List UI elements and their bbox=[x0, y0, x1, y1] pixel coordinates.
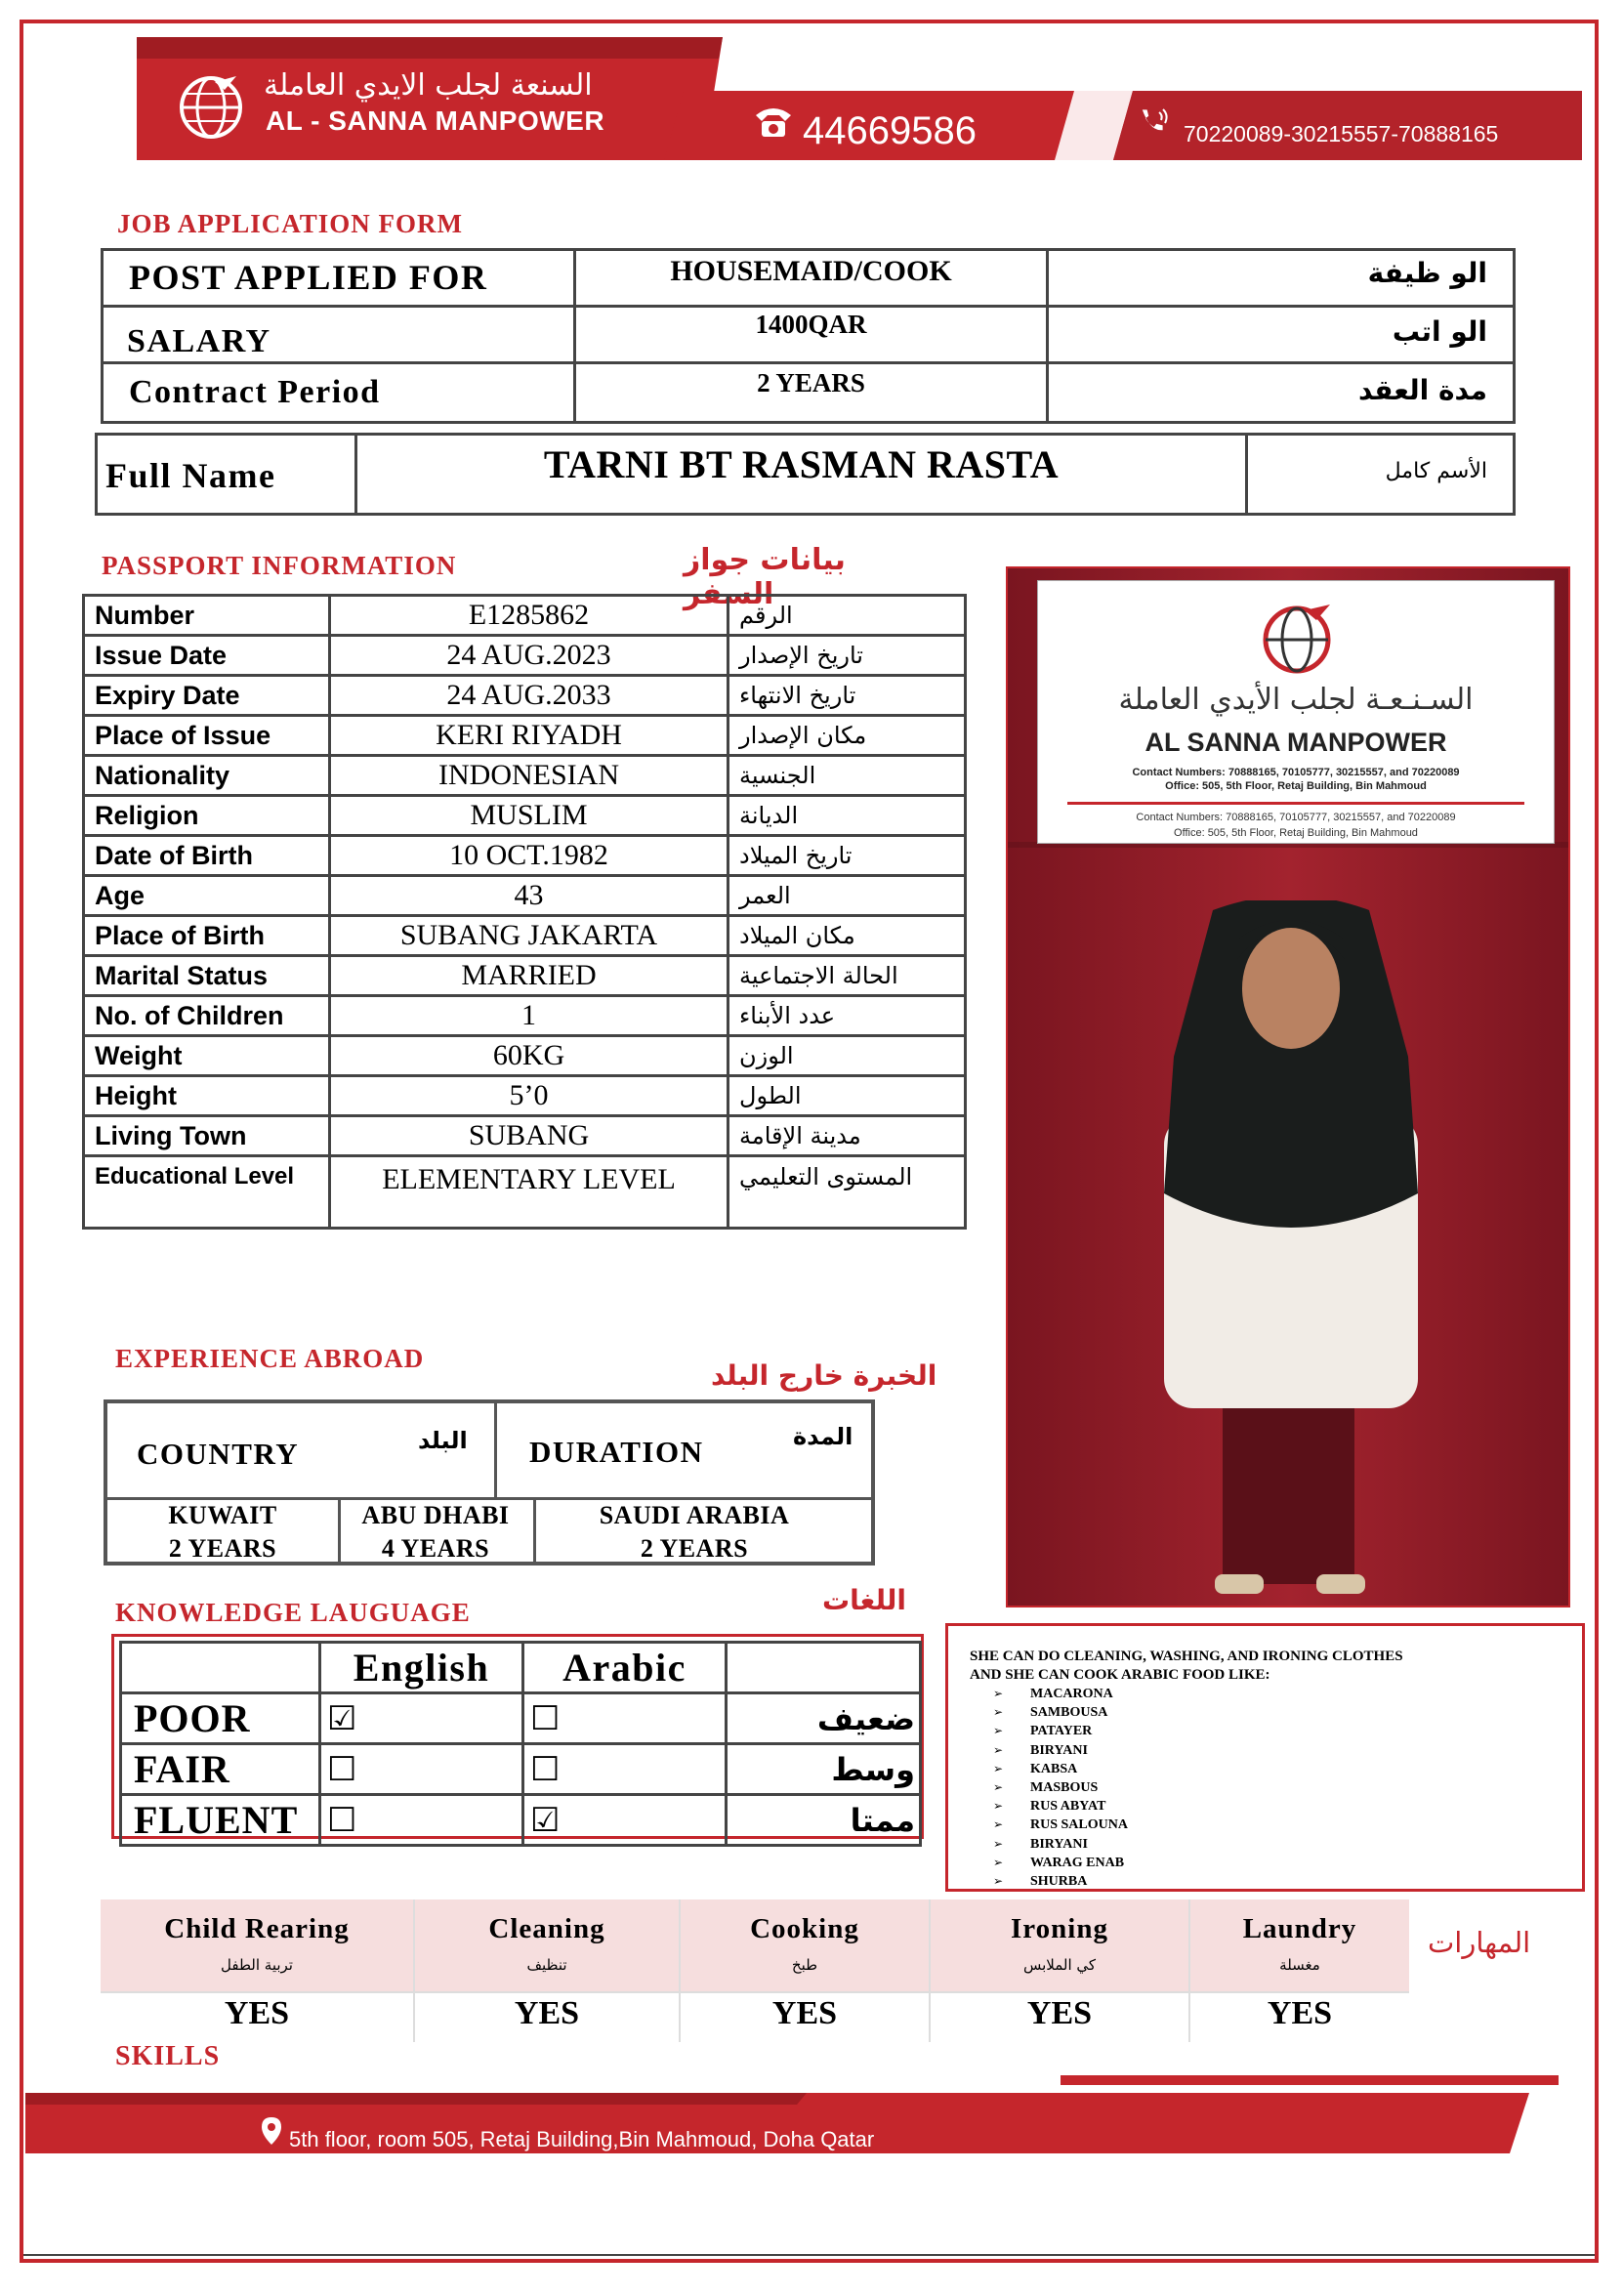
country-label-ar: البلد bbox=[418, 1427, 468, 1454]
job-table bbox=[101, 248, 1516, 424]
passport-row bbox=[84, 596, 966, 636]
skill-name: Ironing bbox=[1011, 1913, 1108, 1944]
passport-row bbox=[84, 996, 966, 1036]
skill-name: Cooking bbox=[750, 1913, 859, 1944]
food-item: ➢ BIRYANI bbox=[1030, 1741, 1568, 1760]
bullet-arrow-icon: ➢ bbox=[993, 1874, 1004, 1889]
passport-row bbox=[84, 676, 966, 716]
skill-value: YES bbox=[771, 1995, 838, 2031]
passport-row-value: 43 bbox=[330, 876, 728, 916]
post-label-ar: الو ظيفة bbox=[1049, 251, 1513, 308]
bullet-arrow-icon: ➢ bbox=[993, 1761, 1004, 1775]
passport-row bbox=[84, 716, 966, 756]
passport-row bbox=[84, 1156, 966, 1229]
arabic-checkbox[interactable]: ☐ bbox=[523, 1693, 727, 1744]
passport-row-label-ar: العمر bbox=[728, 876, 966, 916]
globe-logo-icon bbox=[176, 72, 246, 143]
skills-title-ar: المهارات bbox=[1428, 1926, 1531, 1959]
full-name-label: Full Name bbox=[105, 456, 276, 495]
candidate-photo bbox=[1006, 566, 1570, 1607]
passport-row-value: SUBANG bbox=[330, 1116, 728, 1156]
passport-row bbox=[84, 1116, 966, 1156]
passport-row-label-ar: الطول bbox=[728, 1076, 966, 1116]
passport-row-label: Weight bbox=[84, 1036, 330, 1076]
english-checkbox[interactable]: ☐ bbox=[320, 1795, 523, 1846]
passport-row-value: 1 bbox=[330, 996, 728, 1036]
abilities-box bbox=[945, 1623, 1585, 1892]
col-arabic: Arabic bbox=[523, 1643, 727, 1693]
agency-office: Office: 505, 5th Floor, Retaj Building, Bin Mahmoud bbox=[1165, 780, 1427, 792]
col-english: English bbox=[320, 1643, 523, 1693]
passport-row-label-ar: الجنسية bbox=[728, 756, 966, 796]
passport-row-value: KERI RIYADH bbox=[330, 716, 728, 756]
passport-row-value: 24 AUG.2033 bbox=[330, 676, 728, 716]
job-row-salary bbox=[104, 308, 576, 364]
food-item: ➢ SHURBA bbox=[1030, 1872, 1568, 1891]
passport-row-label: Number bbox=[84, 596, 330, 636]
abilities-line-2: AND SHE CAN COOK ARABIC FOOD LIKE: bbox=[970, 1667, 1270, 1683]
passport-row-label-ar: الرقم bbox=[728, 596, 966, 636]
mobile-numbers: 70220089-30215557-70888165 bbox=[1184, 121, 1499, 146]
passport-row-label: Date of Birth bbox=[84, 836, 330, 876]
passport-row-label: Place of Issue bbox=[84, 716, 330, 756]
skill-name-ar: كي الملابس bbox=[1022, 1956, 1097, 1974]
language-level: FLUENT bbox=[121, 1795, 320, 1846]
bullet-arrow-icon: ➢ bbox=[993, 1705, 1004, 1720]
skill-column bbox=[931, 1899, 1190, 2042]
food-item: ➢ SAMBOUSA bbox=[1030, 1703, 1568, 1722]
agency-logo-card bbox=[1037, 580, 1555, 844]
agency-name-ar: السـنـعـة لجلب الأيدي العاملة bbox=[1118, 683, 1474, 717]
skill-column bbox=[1190, 1899, 1409, 2042]
language-corner bbox=[121, 1643, 320, 1693]
english-checkbox[interactable]: ☑ bbox=[320, 1693, 523, 1744]
passport-row-label: Educational Level bbox=[84, 1156, 330, 1229]
passport-row-label-ar: الديانة bbox=[728, 796, 966, 836]
passport-row bbox=[84, 876, 966, 916]
duration-label-ar: المدة bbox=[793, 1423, 853, 1450]
company-name-en: AL - SANNA MANPOWER bbox=[266, 105, 605, 136]
phone-icon bbox=[752, 102, 795, 141]
experience-table bbox=[104, 1399, 875, 1565]
passport-row-label-ar: تاريخ الميلاد bbox=[728, 836, 966, 876]
company-name-ar: السنعة لجلب الايدي العاملة bbox=[264, 68, 593, 103]
passport-title-ar: بيانات جواز السفر bbox=[684, 543, 846, 611]
skill-name: Cleaning bbox=[488, 1913, 605, 1944]
skill-name-ar: تربية الطفل bbox=[221, 1956, 293, 1974]
passport-row bbox=[84, 836, 966, 876]
person-figure bbox=[1154, 900, 1428, 1600]
agency-globe-icon bbox=[1258, 601, 1336, 679]
experience-entry bbox=[338, 1499, 536, 1562]
passport-row-label: Age bbox=[84, 876, 330, 916]
passport-row bbox=[84, 916, 966, 956]
skill-name: Laundry bbox=[1242, 1913, 1357, 1944]
passport-row-value: 5’0 bbox=[330, 1076, 728, 1116]
skill-name-ar: طبخ bbox=[791, 1956, 818, 1974]
experience-entry bbox=[533, 1499, 855, 1562]
passport-row-label-ar: تاريخ الانتهاء bbox=[728, 676, 966, 716]
passport-row-label-ar: الحالة الاجتماعية bbox=[728, 956, 966, 996]
passport-row bbox=[84, 796, 966, 836]
language-level: POOR bbox=[121, 1693, 320, 1744]
passport-row-value: MARRIED bbox=[330, 956, 728, 996]
job-row-post bbox=[104, 251, 576, 308]
experience-country: ABU DHABI bbox=[361, 1501, 510, 1529]
bullet-arrow-icon: ➢ bbox=[993, 1836, 1004, 1851]
bullet-arrow-icon: ➢ bbox=[993, 1742, 1004, 1757]
skill-column bbox=[415, 1899, 681, 2042]
passport-row-label-ar: المستوى التعليمي bbox=[728, 1156, 966, 1229]
passport-row bbox=[84, 956, 966, 996]
food-item: ➢ MACARONA bbox=[1030, 1685, 1568, 1703]
language-level-ar: ممتا bbox=[727, 1795, 921, 1846]
passport-row-value: 10 OCT.1982 bbox=[330, 836, 728, 876]
passport-row-label-ar: مكان الإصدار bbox=[728, 716, 966, 756]
passport-row-label-ar: الوزن bbox=[728, 1036, 966, 1076]
passport-row-value: 60KG bbox=[330, 1036, 728, 1076]
contract-value: 2 YEARS bbox=[576, 364, 1049, 421]
passport-row-label-ar: مكان الميلاد bbox=[728, 916, 966, 956]
passport-row-label: Height bbox=[84, 1076, 330, 1116]
skill-value: YES bbox=[514, 1995, 580, 2031]
passport-row-label: Place of Birth bbox=[84, 916, 330, 956]
language-level: FAIR bbox=[121, 1744, 320, 1795]
skill-value: YES bbox=[1267, 1995, 1333, 2031]
post-value: HOUSEMAID/COOK bbox=[576, 251, 1049, 308]
skill-name-ar: تنظيف bbox=[526, 1956, 567, 1974]
passport-row-label: Religion bbox=[84, 796, 330, 836]
passport-row bbox=[84, 636, 966, 676]
language-level-ar: ضعيف bbox=[727, 1693, 921, 1744]
bullet-arrow-icon: ➢ bbox=[993, 1855, 1004, 1869]
country-label: COUNTRY bbox=[137, 1437, 300, 1471]
agency-office-2: Office: 505, 5th Floor, Retaj Building, Bin Mahmoud bbox=[1174, 827, 1418, 839]
experience-entry bbox=[107, 1499, 341, 1562]
language-row bbox=[121, 1795, 921, 1846]
abilities-line-1: SHE CAN DO CLEANING, WASHING, AND IRONING CLOTHES bbox=[970, 1649, 1403, 1664]
food-item: ➢ MASBOUS bbox=[1030, 1778, 1568, 1797]
passport-row-label: Nationality bbox=[84, 756, 330, 796]
passport-row-value: ELEMENTARY LEVEL bbox=[330, 1156, 728, 1229]
food-item: ➢ KABSA bbox=[1030, 1760, 1568, 1778]
skill-value: YES bbox=[224, 1995, 290, 2031]
bullet-arrow-icon: ➢ bbox=[993, 1724, 1004, 1738]
language-row bbox=[121, 1744, 921, 1795]
english-checkbox[interactable]: ☐ bbox=[320, 1744, 523, 1795]
food-item: ➢ PATAYER bbox=[1030, 1722, 1568, 1740]
passport-row bbox=[84, 1076, 966, 1116]
mobile-icon bbox=[1138, 104, 1173, 139]
passport-row-value: 24 AUG.2023 bbox=[330, 636, 728, 676]
duration-label: DURATION bbox=[529, 1435, 704, 1469]
passport-row-label-ar: عدد الأبناء bbox=[728, 996, 966, 1036]
phone-number: 44669586 bbox=[803, 109, 977, 152]
language-row bbox=[121, 1693, 921, 1744]
passport-row-label: Expiry Date bbox=[84, 676, 330, 716]
bullet-arrow-icon: ➢ bbox=[993, 1780, 1004, 1795]
language-level-ar: وسط bbox=[727, 1744, 921, 1795]
bullet-arrow-icon: ➢ bbox=[993, 1687, 1004, 1700]
salary-label: SALARY bbox=[127, 323, 271, 359]
experience-title-ar: الخبرة خارج البلد bbox=[711, 1359, 937, 1392]
food-item: ➢ RUS SALOUNA bbox=[1030, 1816, 1568, 1834]
duration-header bbox=[494, 1403, 871, 1500]
passport-row-value: E1285862 bbox=[330, 596, 728, 636]
full-name-value: TARNI BT RASMAN RASTA bbox=[357, 436, 1248, 513]
salary-value: 1400QAR bbox=[576, 308, 1049, 364]
food-item: ➢ BIRYANI bbox=[1030, 1835, 1568, 1854]
arabic-checkbox[interactable]: ☑ bbox=[523, 1795, 727, 1846]
job-row-contract bbox=[104, 364, 576, 421]
bottom-divider bbox=[23, 2254, 1595, 2256]
passport-row-label: Living Town bbox=[84, 1116, 330, 1156]
arabic-checkbox[interactable]: ☐ bbox=[523, 1744, 727, 1795]
passport-table bbox=[82, 594, 967, 1230]
footer-address: 5th floor, room 505, Retaj Building,Bin Mahmoud, Doha Qatar bbox=[289, 2127, 875, 2151]
passport-row-label: Issue Date bbox=[84, 636, 330, 676]
passport-row bbox=[84, 756, 966, 796]
experience-duration: 2 YEARS bbox=[640, 1534, 749, 1563]
location-pin-icon bbox=[262, 2117, 281, 2145]
skills-divider bbox=[101, 1991, 1409, 1993]
agency-contact-2: Contact Numbers: 70888165, 70105777, 30215557, and 70220089 bbox=[1136, 812, 1456, 823]
skill-name-ar: مغسلة bbox=[1279, 1956, 1320, 1974]
passport-row-value: MUSLIM bbox=[330, 796, 728, 836]
language-title-ar: اللغات bbox=[822, 1584, 906, 1616]
full-name-label-ar: الأسم كامل bbox=[1385, 459, 1487, 483]
experience-duration: 2 YEARS bbox=[168, 1534, 277, 1563]
passport-row-label-ar: مدينة الإقامة bbox=[728, 1116, 966, 1156]
bullet-arrow-icon: ➢ bbox=[993, 1799, 1004, 1814]
passport-row-label: No. of Children bbox=[84, 996, 330, 1036]
contract-label: Contract Period bbox=[129, 374, 381, 410]
language-table bbox=[119, 1641, 922, 1847]
post-label: POST APPLIED FOR bbox=[129, 258, 488, 297]
food-item: ➢ RUS ABYAT bbox=[1030, 1797, 1568, 1816]
full-name-table bbox=[95, 433, 1516, 516]
skills-title: SKILLS bbox=[115, 2041, 221, 2071]
passport-title: PASSPORT INFORMATION bbox=[102, 551, 457, 580]
form-title: JOB APPLICATION FORM bbox=[117, 209, 464, 238]
language-frame-top bbox=[111, 1634, 922, 1637]
passport-row bbox=[84, 1036, 966, 1076]
agency-contact: Contact Numbers: 70888165, 70105777, 30215557, and 70220089 bbox=[1132, 767, 1460, 778]
passport-row-label: Marital Status bbox=[84, 956, 330, 996]
language-corner-ar bbox=[727, 1643, 921, 1693]
skill-column bbox=[681, 1899, 931, 2042]
experience-country: SAUDI ARABIA bbox=[599, 1501, 790, 1529]
language-header-row bbox=[121, 1643, 921, 1693]
food-list bbox=[970, 1685, 1568, 1891]
language-title: KNOWLEDGE LAUGUAGE bbox=[115, 1598, 471, 1627]
card-divider bbox=[1067, 802, 1524, 805]
experience-country: KUWAIT bbox=[168, 1501, 277, 1529]
country-header bbox=[107, 1403, 497, 1500]
bullet-arrow-icon: ➢ bbox=[993, 1817, 1004, 1832]
passport-row-label-ar: تاريخ الإصدار bbox=[728, 636, 966, 676]
experience-title: EXPERIENCE ABROAD bbox=[115, 1344, 425, 1373]
experience-duration: 4 YEARS bbox=[381, 1534, 490, 1563]
passport-row-value: SUBANG JAKARTA bbox=[330, 916, 728, 956]
full-name-label-cell bbox=[98, 436, 357, 513]
skill-column bbox=[101, 1899, 415, 2042]
skills-table bbox=[101, 1899, 1409, 2042]
passport-row-value: INDONESIAN bbox=[330, 756, 728, 796]
contract-label-ar: مدة العقد bbox=[1357, 374, 1487, 406]
food-item: ➢ WARAG ENAB bbox=[1030, 1854, 1568, 1872]
skill-name: Child Rearing bbox=[164, 1913, 350, 1944]
skill-value: YES bbox=[1026, 1995, 1093, 2031]
agency-name-en: AL SANNA MANPOWER bbox=[1144, 728, 1447, 757]
salary-label-ar: الو اتب bbox=[1049, 308, 1513, 364]
